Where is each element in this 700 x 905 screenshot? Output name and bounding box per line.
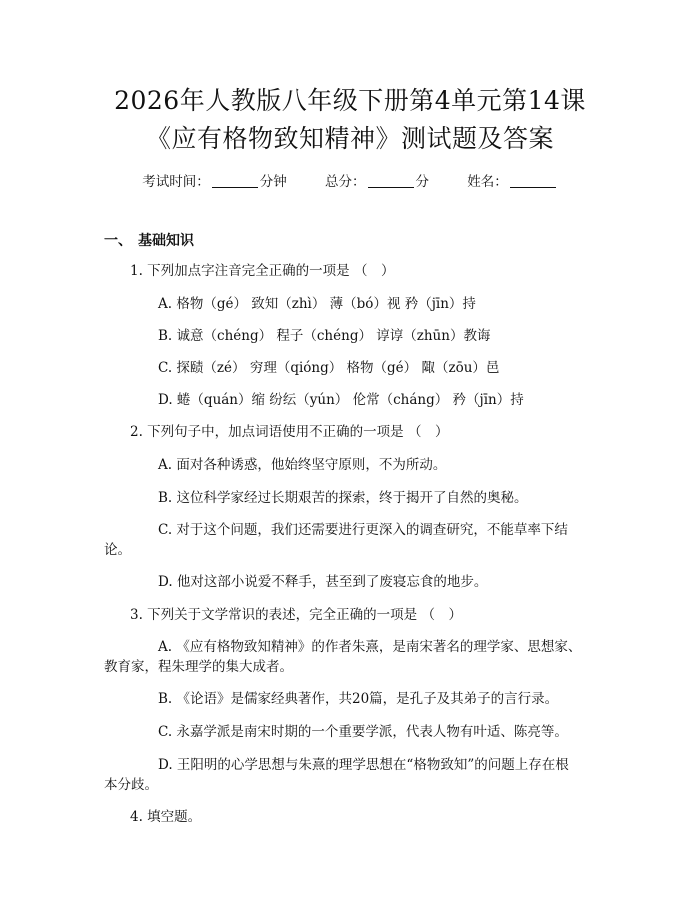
document-title-line1: 2026年人教版八年级下册第4单元第14课 — [114, 86, 586, 115]
question-3-stem: 3. 下列关于文学常识的表述，完全正确的一项是 （ ） — [130, 607, 462, 623]
total-score-field: 总分： 分 — [325, 174, 429, 190]
question-2-option-c-continued: 论。 — [104, 542, 131, 558]
question-4-stem: 4. 填空题。 — [130, 809, 202, 825]
exam-info-row — [0, 170, 700, 190]
score-blank — [368, 173, 414, 188]
question-1-option-a: A. 格物（gé） 致知（zhì） 薄（bó）视 矜（jīn）持 — [158, 296, 476, 312]
question-3-option-a-continued: 教育家，程朱理学的集大成者。 — [104, 659, 293, 675]
question-2-option-a: A. 面对各种诱惑，他始终坚守原则，不为所动。 — [158, 457, 447, 473]
question-2-option-b: B. 这位科学家经过长期艰苦的探索，终于揭开了自然的奥秘。 — [158, 490, 528, 506]
question-3-option-b: B. 《论语》是儒家经典著作，共20篇，是孔子及其弟子的言行录。 — [158, 691, 559, 707]
name-field: 姓名： — [467, 174, 558, 190]
question-2-stem: 2. 下列句子中，加点词语使用不正确的一项是 （ ） — [130, 424, 449, 440]
question-2-option-c: C. 对于这个问题，我们还需要进行更深入的调查研究，不能草率下结 — [158, 522, 568, 538]
question-3-option-d: D. 王阳明的心学思想与朱熹的理学思想在“格物致知”的问题上存在根 — [158, 757, 569, 773]
question-2-option-d: D. 他对这部小说爱不释手，甚至到了废寝忘食的地步。 — [158, 574, 488, 590]
question-1-stem: 1. 下列加点字注音完全正确的一项是 （ ） — [130, 263, 395, 279]
time-blank — [212, 173, 258, 188]
section-number: 一、 — [104, 233, 132, 249]
section-heading — [104, 230, 194, 250]
question-3-option-c: C. 永嘉学派是南宋时期的一个重要学派，代表人物有叶适、陈亮等。 — [158, 724, 568, 740]
question-3-option-d-continued: 本分歧。 — [104, 777, 158, 793]
question-1-option-d: D. 蜷（quán）缩 纷纭（yún） 伦常（cháng） 矜（jīn）持 — [158, 392, 524, 408]
question-3-option-a: A. 《应有格物致知精神》的作者朱熹，是南宋著名的理学家、思想家、 — [158, 639, 582, 655]
question-1-option-c: C. 探赜（zé） 穷理（qióng） 格物（gé） 陬（zōu）邑 — [158, 360, 500, 376]
question-1-option-b: B. 诚意（chéng） 程子（chéng） 谆谆（zhūn）教诲 — [158, 328, 491, 344]
name-blank — [510, 173, 556, 188]
exam-time-field: 考试时间： 分钟 — [142, 174, 287, 190]
section-title: 基础知识 — [138, 233, 194, 249]
document-title-line2: 《应有格物致知精神》测试题及答案 — [145, 124, 554, 153]
